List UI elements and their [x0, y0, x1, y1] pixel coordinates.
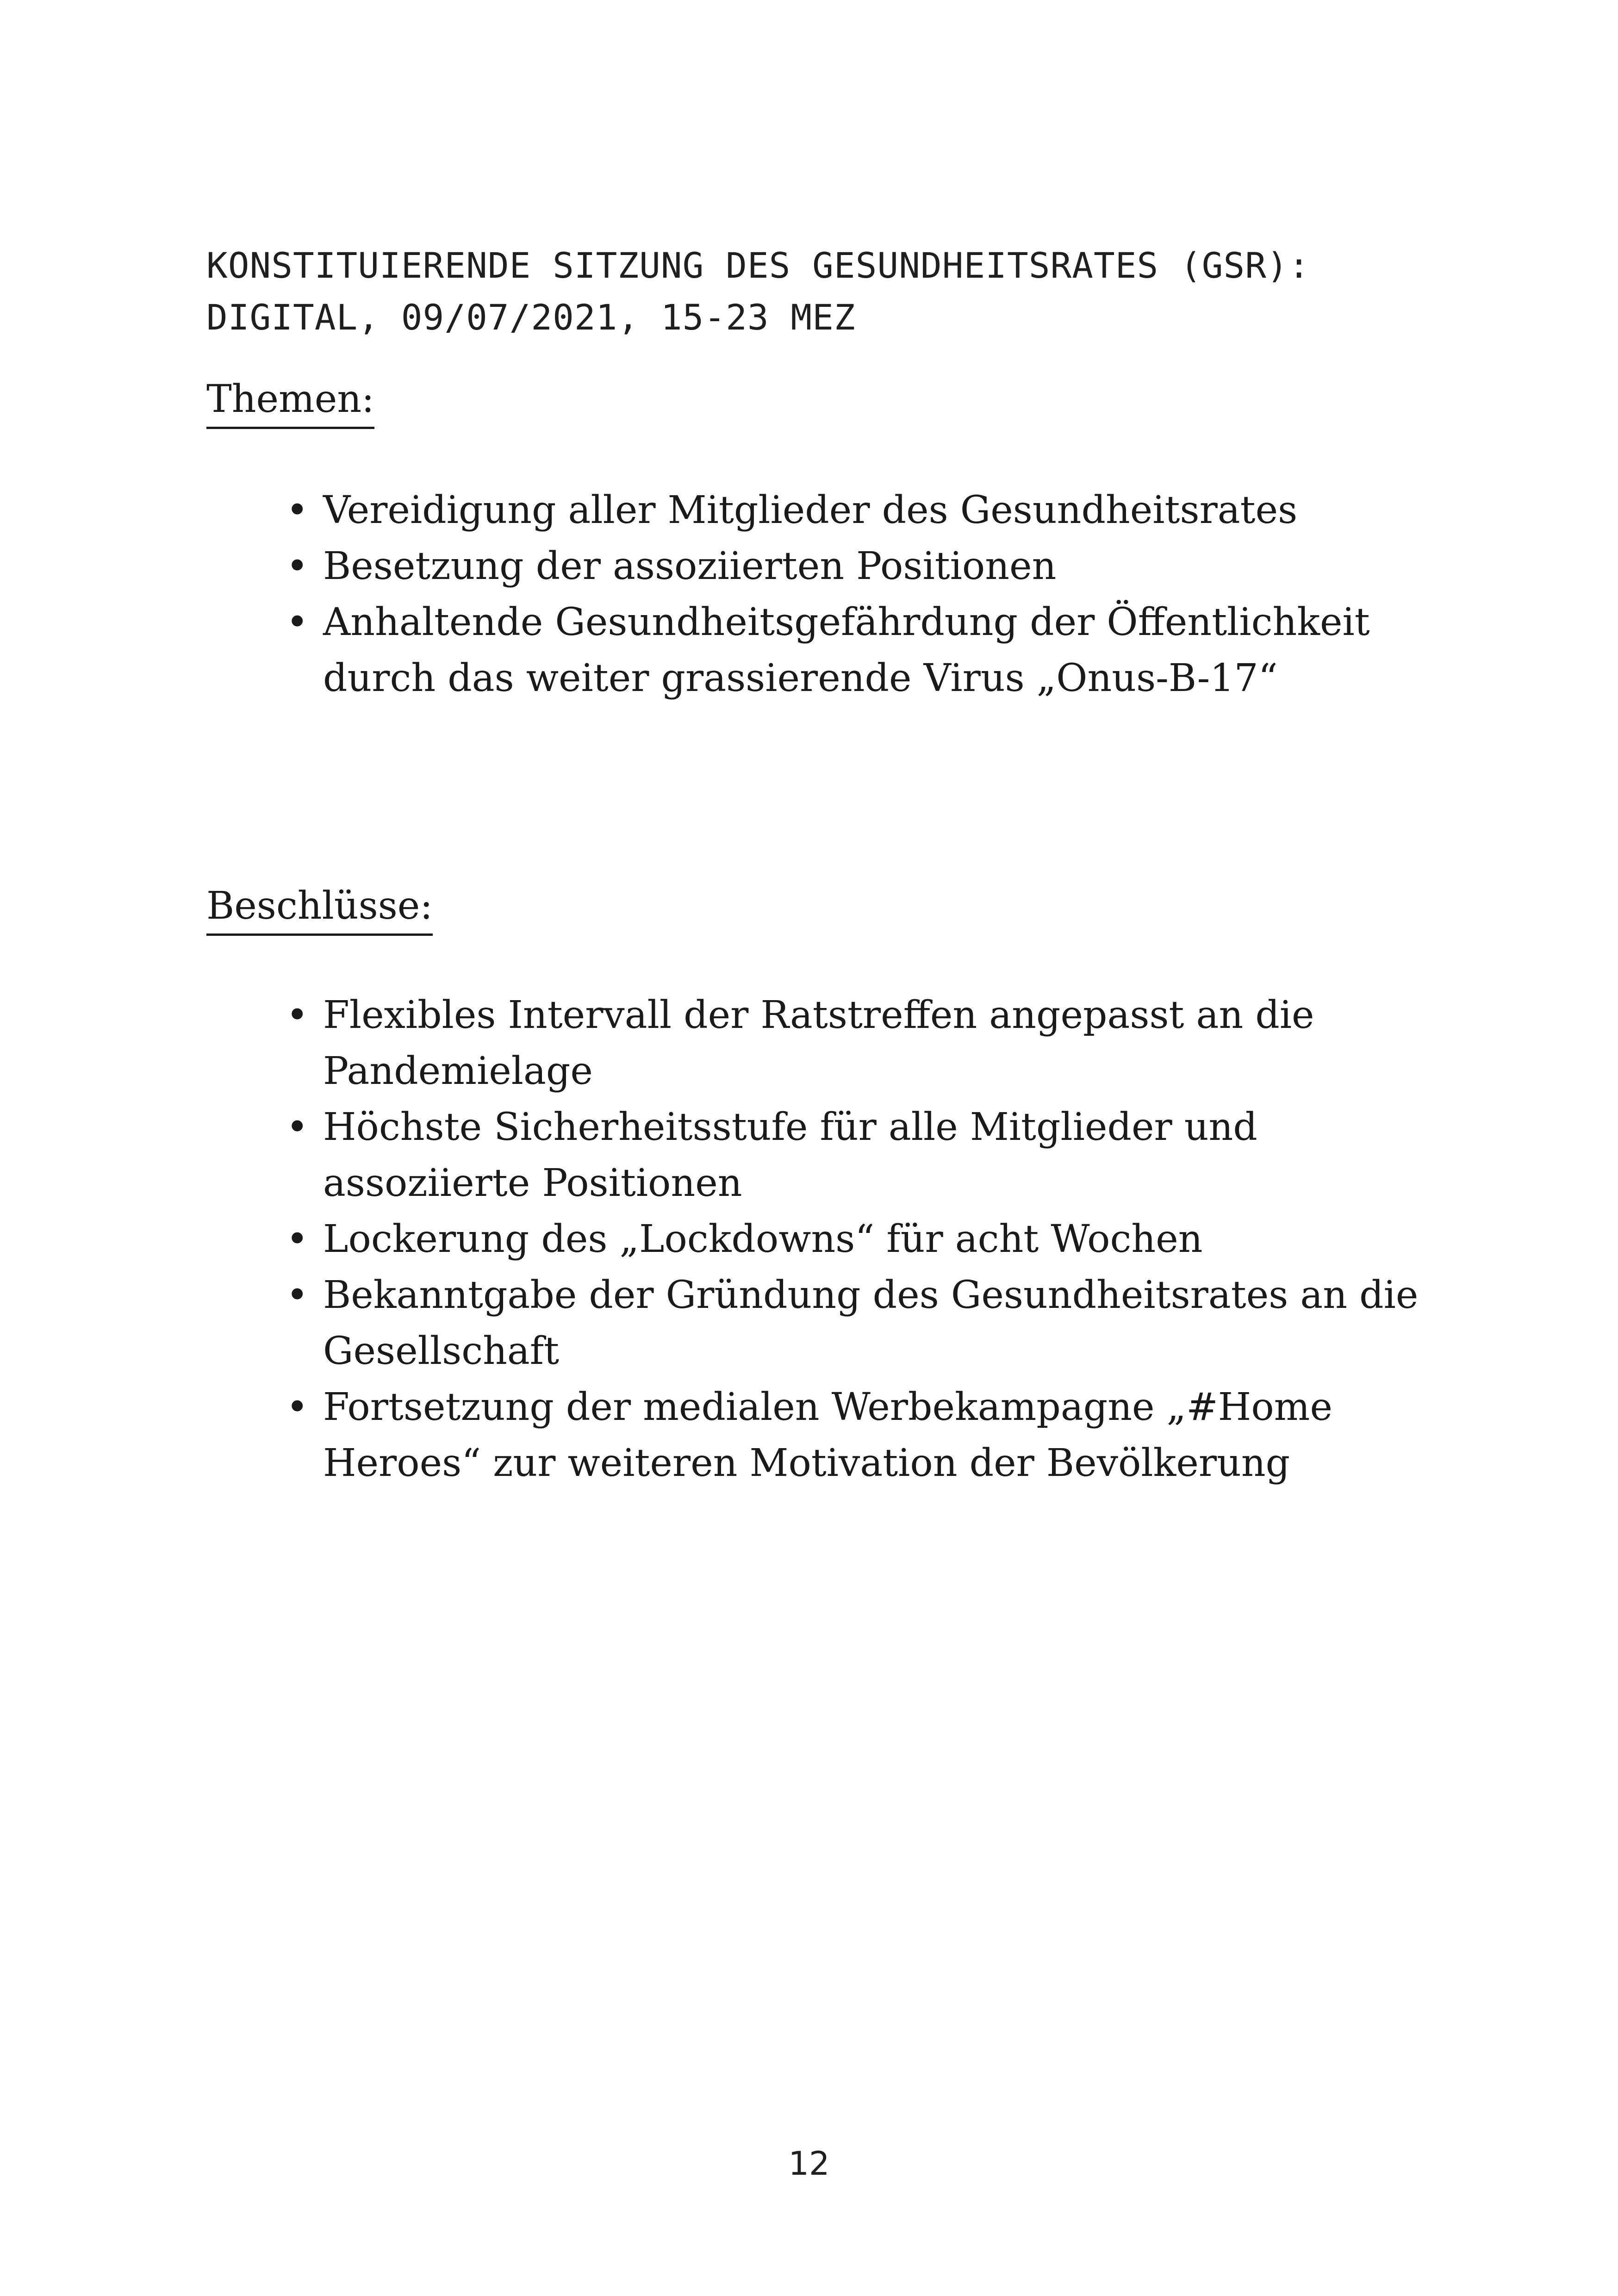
beschluesse-heading: Beschlüsse: — [206, 881, 433, 936]
bullet-icon: • — [286, 1273, 309, 1317]
bullet-icon: • — [286, 1105, 309, 1149]
bullet-icon: • — [286, 488, 309, 532]
bullet-icon: • — [286, 1385, 309, 1429]
beschluesse-list — [282, 987, 1439, 1491]
bullet-icon: • — [286, 600, 309, 644]
meeting-header — [206, 240, 1456, 343]
themen-heading: Themen: — [206, 374, 374, 429]
list-item — [282, 538, 1439, 594]
list-item-text: Flexibles Intervall der Ratstreffen angepasst an die Pandemielage — [323, 993, 1314, 1093]
bullet-icon: • — [286, 993, 309, 1037]
meeting-details: DIGITAL, 09/07/2021, 15-23 MEZ — [206, 297, 856, 338]
list-item — [282, 1099, 1439, 1211]
list-item-text: Vereidigung aller Mitglieder des Gesundheitsrates — [323, 488, 1298, 532]
themen-list — [282, 482, 1439, 706]
list-item-text: Bekanntgabe der Gründung des Gesundheitsrates an die Gesellschaft — [323, 1273, 1419, 1373]
list-item-text: Besetzung der assoziierten Positionen — [323, 544, 1057, 588]
list-item — [282, 1267, 1439, 1379]
page-number: 12 — [788, 2145, 830, 2183]
list-item-text: Fortsetzung der medialen Werbekampagne „#Home Heroes“ zur weiteren Motivation der Bevölkerung — [323, 1385, 1332, 1485]
list-item-text: Anhaltende Gesundheitsgefährdung der Öffentlichkeit durch das weiter grassierende Virus „Onus-B-17“ — [323, 600, 1370, 700]
list-item — [282, 1379, 1439, 1491]
bullet-icon: • — [286, 1217, 309, 1261]
list-item — [282, 987, 1439, 1099]
meeting-title: KONSTITUIERENDE SITZUNG DES GESUNDHEITSRATES (GSR): — [206, 245, 1310, 286]
list-item — [282, 1211, 1439, 1267]
list-item — [282, 482, 1439, 538]
list-item-text: Lockerung des „Lockdowns“ für acht Wochen — [323, 1217, 1203, 1261]
list-item — [282, 594, 1439, 706]
list-item-text: Höchste Sicherheitsstufe für alle Mitglieder und assoziierte Positionen — [323, 1105, 1257, 1205]
bullet-icon: • — [286, 544, 309, 588]
